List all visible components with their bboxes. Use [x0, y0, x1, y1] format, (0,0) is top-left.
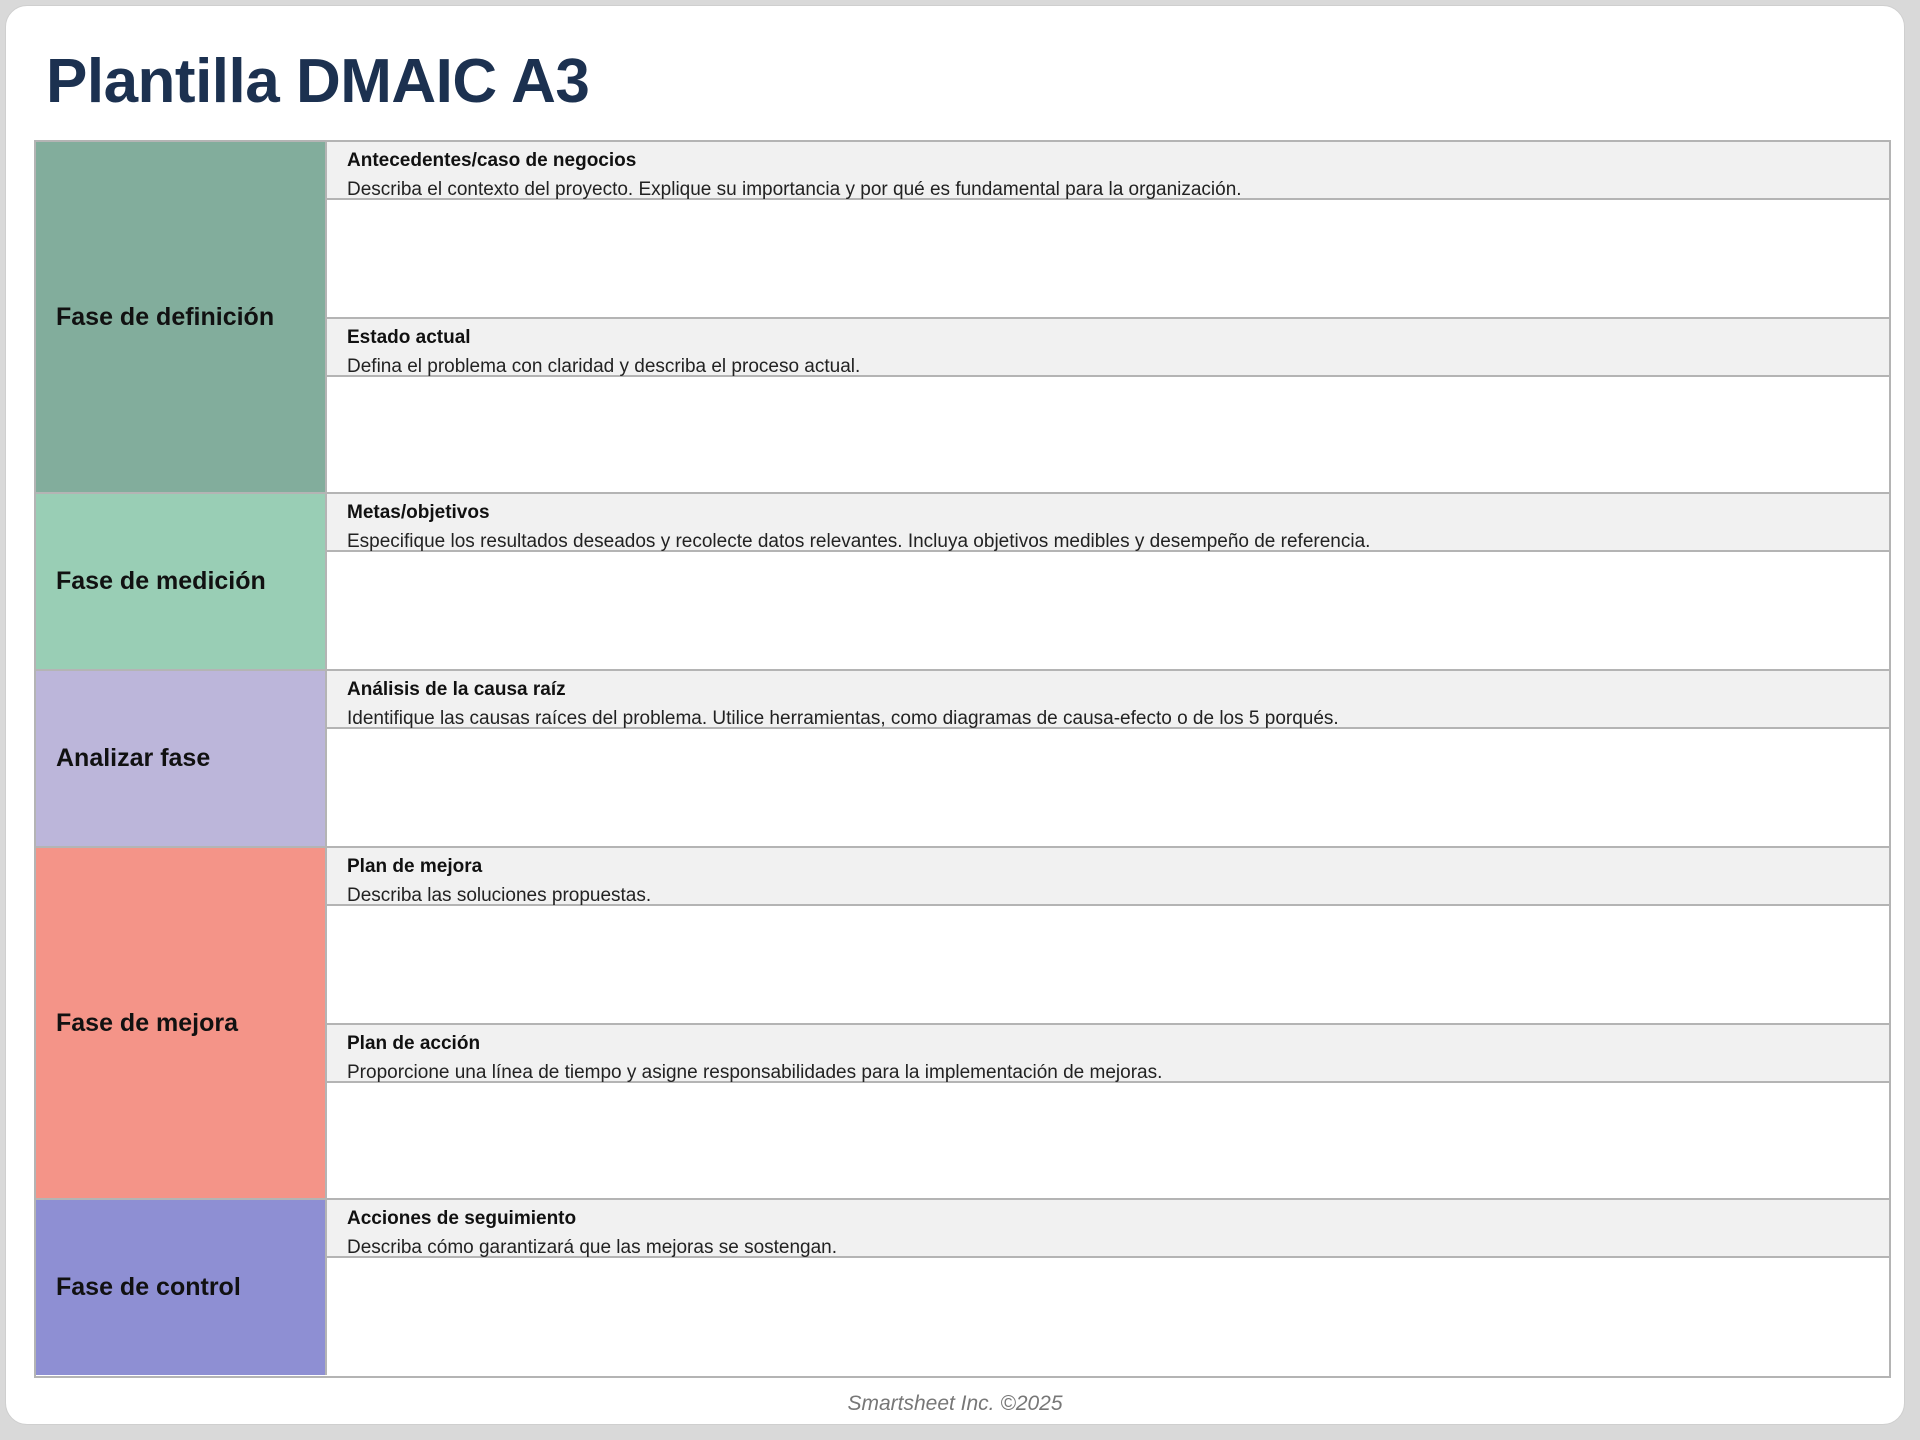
section-input-area[interactable] — [327, 906, 1889, 1023]
section-follow-up — [327, 1200, 1889, 1375]
section-title: Acciones de seguimiento — [347, 1208, 577, 1229]
section-header — [327, 671, 1889, 729]
section-input-area[interactable] — [327, 729, 1889, 846]
phase-label: Fase de medición — [36, 494, 327, 669]
phase-body — [327, 848, 1889, 1198]
section-header — [327, 1200, 1889, 1258]
section-title: Plan de mejora — [347, 856, 483, 877]
page-title: Plantilla DMAIC A3 — [46, 47, 590, 116]
section-description: Especifique los resultados deseados y recolecte datos relevantes. Incluya objetivos medibles y desempeño de referencia. — [347, 531, 1371, 552]
section-description: Defina el problema con claridad y describa el proceso actual. — [347, 356, 861, 377]
section-action-plan — [327, 1023, 1889, 1198]
document-page — [5, 5, 1905, 1425]
section-description: Proporcione una línea de tiempo y asigne responsabilidades para la implementación de mejoras. — [347, 1062, 1163, 1083]
section-improvement-plan — [327, 848, 1889, 1023]
section-goals — [327, 494, 1889, 669]
section-title: Análisis de la causa raíz — [347, 679, 566, 700]
phase-control — [36, 1198, 1889, 1375]
section-input-area[interactable] — [327, 377, 1889, 492]
section-description: Describa cómo garantizará que las mejoras se sostengan. — [347, 1237, 838, 1258]
section-description: Describa las soluciones propuestas. — [347, 885, 652, 906]
section-title: Metas/objetivos — [347, 502, 490, 523]
section-root-cause — [327, 671, 1889, 846]
phase-label: Fase de mejora — [36, 848, 327, 1198]
section-input-area[interactable] — [327, 1258, 1889, 1375]
phase-analyze — [36, 669, 1889, 846]
section-description: Describa el contexto del proyecto. Explique su importancia y por qué es fundamental para la organización. — [347, 179, 1242, 200]
phase-improve — [36, 846, 1889, 1198]
section-background — [327, 142, 1889, 317]
phase-measure — [36, 492, 1889, 669]
phase-label: Fase de definición — [36, 142, 327, 492]
phase-body — [327, 671, 1889, 846]
section-title: Antecedentes/caso de negocios — [347, 150, 637, 171]
footer-copyright: Smartsheet Inc. ©2025 — [847, 1392, 1063, 1415]
section-title: Plan de acción — [347, 1033, 481, 1054]
phase-label: Analizar fase — [36, 671, 327, 846]
section-input-area[interactable] — [327, 200, 1889, 317]
phase-label: Fase de control — [36, 1200, 327, 1375]
section-header — [327, 494, 1889, 552]
section-header — [327, 142, 1889, 200]
section-input-area[interactable] — [327, 1083, 1889, 1198]
section-header — [327, 319, 1889, 377]
section-header — [327, 848, 1889, 906]
phase-define — [36, 142, 1889, 492]
phase-body — [327, 1200, 1889, 1375]
section-description: Identifique las causas raíces del problema. Utilice herramientas, como diagramas de causa-efecto o de los 5 porqués. — [347, 708, 1339, 729]
phase-body — [327, 142, 1889, 492]
phase-body — [327, 494, 1889, 669]
section-input-area[interactable] — [327, 552, 1889, 669]
section-header — [327, 1025, 1889, 1083]
section-current-state — [327, 317, 1889, 492]
section-title: Estado actual — [347, 327, 471, 348]
dmaic-table — [34, 140, 1891, 1378]
